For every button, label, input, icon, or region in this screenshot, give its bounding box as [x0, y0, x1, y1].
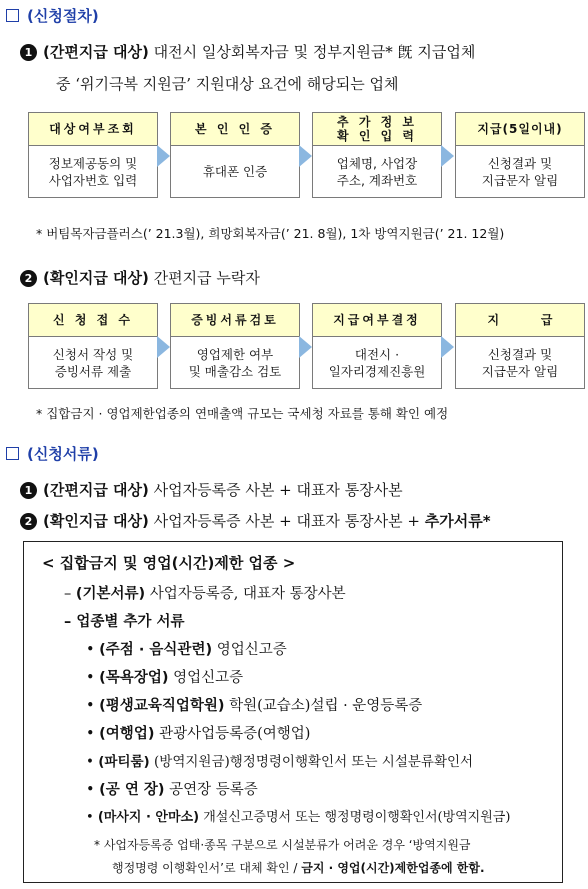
- flow-step-4: [455, 112, 585, 198]
- simple-payment-line2: 중 ‘위기극복 지원금’ 지원대상 요건에 해당되는 업체: [56, 75, 399, 93]
- flow2-step-1: [28, 303, 158, 389]
- arrow-right-icon: [299, 145, 313, 167]
- extra-doc-label: (평생교육직업학원): [99, 698, 225, 714]
- section-title-text: (신청절차): [27, 7, 99, 25]
- box-note-line1: * 사업자등록증 업태·종목 구분으로 시설분류가 어려운 경우 ‘방역지원금: [94, 838, 471, 852]
- footnote-previous-support: * 버팀목자금플러스(’ 21.3월), 희망회복자금(’ 21. 8월), 1차 방역지원금(’ 21. 12월): [36, 226, 505, 241]
- box-note-text: 행정명령 이행확인서’로 대체 확인 /: [112, 861, 302, 875]
- flow-step-body: 신청결과 및 지급문자 알림: [455, 146, 585, 198]
- flow-step-body: 정보제공동의 및 사업자번호 입력: [28, 146, 158, 198]
- flow-step-header: 증빙서류검토: [170, 303, 300, 337]
- extra-doc-text: 관광사업등록증(여행업): [159, 726, 311, 742]
- flow-step-body: 신청서 작성 및 증빙서류 제출: [28, 337, 158, 389]
- basic-docs-label: (기본서류): [75, 586, 146, 602]
- extra-doc-item: • (마사지 · 안마소) 개설신고증명서 또는 행정명령이행확인서(방역지원금): [86, 810, 511, 825]
- flow-step-body: 영업제한 여부 및 매출감소 검토: [170, 337, 300, 389]
- docs-simple-line: [20, 479, 403, 500]
- extra-doc-item: • (파티룸) (방역지원금)행정명령이행확인서 또는 시설분류확인서: [86, 754, 474, 770]
- extra-doc-text: 개설신고증명서 또는 행정명령이행확인서(방역지원금): [203, 810, 511, 825]
- flow-step-header: 대상여부조회: [28, 112, 158, 146]
- section-title-text: (신청서류): [27, 445, 99, 463]
- arrow-right-icon: [441, 145, 455, 167]
- checkbox-square-icon: [6, 447, 19, 460]
- footnote-revenue-check: * 집합금지 · 영업제한업종의 연매출액 규모는 국세청 자료를 통해 확인 예정: [36, 406, 449, 421]
- extra-doc-text: (방역지원금)행정명령이행확인서 또는 시설분류확인서: [154, 754, 474, 770]
- extra-doc-label: (파티룸): [98, 754, 150, 770]
- arrow-right-icon: [157, 145, 171, 167]
- number-badge: 1: [20, 482, 37, 499]
- item-text: 사업자등록증 사본 + 대표자 통장사본: [153, 481, 403, 499]
- checkbox-square-icon: [6, 9, 19, 22]
- extra-doc-item: • (목욕장업) 영업신고증: [86, 670, 244, 686]
- docs-confirm-line: [20, 510, 491, 531]
- extra-doc-label: (여행업): [99, 726, 155, 742]
- flow-step-3: [312, 112, 442, 198]
- number-badge: 2: [20, 270, 37, 287]
- extra-doc-label: (주점 · 음식관련): [99, 642, 213, 658]
- number-badge: 1: [20, 44, 37, 61]
- extra-docs-label: 추가서류*: [424, 512, 491, 530]
- flow-step-header: 본 인 인 증: [170, 112, 300, 146]
- flow-step-body: 대전시 · 일자리경제진흥원: [312, 337, 442, 389]
- box-title: < 집합금지 및 영업(시간)제한 업종 >: [42, 554, 296, 572]
- flow-step-header: 추 가 정 보 확 인 입 력: [312, 112, 442, 146]
- extra-docs-title-text: 업종별 추가 서류: [76, 614, 185, 630]
- flow-step-body: 업체명, 사업장 주소, 계좌번호: [312, 146, 442, 198]
- extra-doc-item: • (여행업) 관광사업등록증(여행업): [86, 726, 311, 742]
- basic-docs-line: – (기본서류) 사업자등록증, 대표자 통장사본: [64, 586, 346, 602]
- section-title-documents: [6, 443, 99, 464]
- extra-doc-item: • (평생교육직업학원) 학원(교습소)설립 · 운영등록증: [86, 698, 423, 714]
- item-label: (간편지급 대상): [43, 481, 149, 499]
- confirm-payment-line: [20, 267, 260, 288]
- section-title-procedure: [6, 5, 99, 26]
- flow-step-header: 지급(5일이내): [455, 112, 585, 146]
- arrow-right-icon: [441, 336, 455, 358]
- arrow-right-icon: [299, 336, 313, 358]
- flow-step-2: [170, 112, 300, 198]
- extra-doc-label: (목욕장업): [99, 670, 169, 686]
- box-note-line2: [112, 859, 485, 876]
- extra-doc-text: 공연장 등록증: [169, 782, 258, 798]
- flow-step-header: 지급여부결정: [312, 303, 442, 337]
- extra-doc-item: • (주점 · 음식관련) 영업신고증: [86, 642, 287, 658]
- item-label: (간편지급 대상): [43, 43, 149, 61]
- item-label: (확인지급 대상): [43, 512, 149, 530]
- extra-doc-label: (공 연 장): [99, 782, 165, 798]
- item-text: 대전시 일상회복자금 및 정부지원금* 旣 지급업체: [153, 43, 476, 61]
- flow2-step-3: [312, 303, 442, 389]
- simple-payment-line: [20, 41, 475, 62]
- required-documents-box: [23, 541, 563, 883]
- flow-step-body: 휴대폰 인증: [170, 146, 300, 198]
- flow2-step-2: [170, 303, 300, 389]
- flow-step-header: 지 급: [455, 303, 585, 337]
- extra-doc-text: 영업신고증: [173, 670, 244, 686]
- flow2-step-4: [455, 303, 585, 389]
- extra-doc-text: 학원(교습소)설립 · 운영등록증: [229, 698, 423, 714]
- extra-doc-label: (마사지 · 안마소): [97, 810, 200, 825]
- flow-step-body: 신청결과 및 지급문자 알림: [455, 337, 585, 389]
- extra-doc-item: • (공 연 장) 공연장 등록증: [86, 782, 258, 798]
- flow-step-1: [28, 112, 158, 198]
- item-text: 사업자등록증 사본 + 대표자 통장사본 +: [153, 512, 425, 530]
- basic-docs-text: 사업자등록증, 대표자 통장사본: [149, 586, 346, 602]
- flow-step-header: 신 청 접 수: [28, 303, 158, 337]
- number-badge: 2: [20, 513, 37, 530]
- arrow-right-icon: [157, 336, 171, 358]
- extra-docs-title: – 업종별 추가 서류: [64, 614, 185, 630]
- item-text: 간편지급 누락자: [153, 269, 260, 287]
- item-label: (확인지급 대상): [43, 269, 149, 287]
- box-note-bold: 금지 · 영업(시간)제한업종에 한함.: [301, 861, 485, 875]
- extra-doc-text: 영업신고증: [216, 642, 287, 658]
